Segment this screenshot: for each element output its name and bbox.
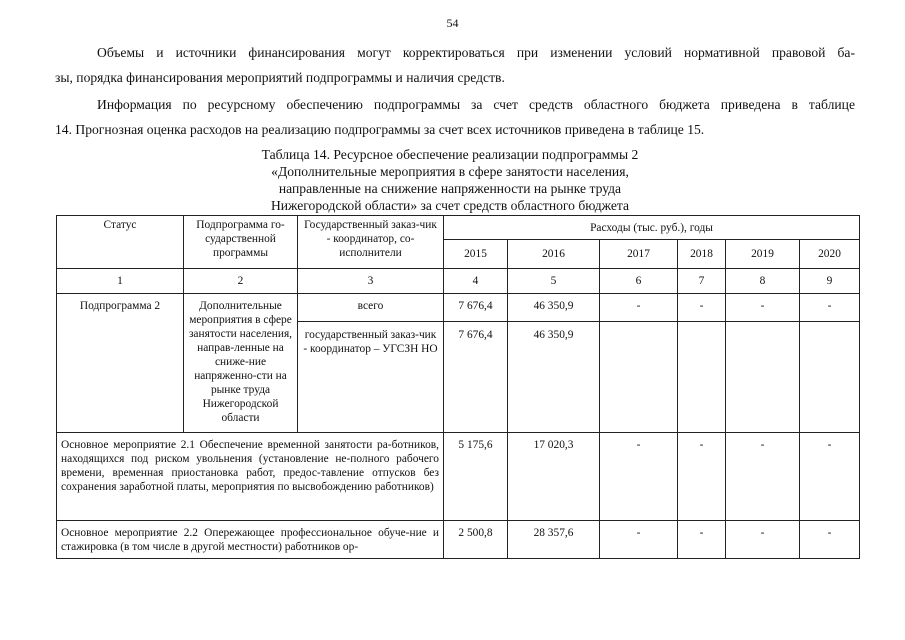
- header-year: 2020: [800, 240, 860, 269]
- header-status: Статус: [57, 216, 184, 269]
- paragraph-line: Информация по ресурсному обеспечению подпрограммы за счет средств областного бюджета приведена в таблице: [97, 97, 855, 112]
- column-number: 7: [678, 269, 726, 294]
- value-cell: -: [726, 433, 800, 521]
- table-caption: [150, 146, 750, 214]
- caption-line: Таблица 14. Ресурсное обеспечение реализации подпрограммы 2: [261, 147, 639, 162]
- value-cell: -: [678, 521, 726, 559]
- header-year: 2017: [600, 240, 678, 269]
- table-row: [57, 433, 860, 521]
- paragraph-line: зы, порядка финансирования мероприятий подпрограммы и наличия средств.: [55, 70, 505, 85]
- value-cell: 17 020,3: [508, 433, 600, 521]
- value-cell: -: [726, 521, 800, 559]
- empty-cell: [678, 322, 726, 433]
- value-cell: -: [800, 294, 860, 322]
- resource-table: [56, 215, 860, 559]
- value-cell: -: [600, 521, 678, 559]
- empty-cell: [726, 322, 800, 433]
- paragraph-line: 14. Прогнозная оценка расходов на реализацию подпрограммы за счет всех источников приведена в таблице 15.: [55, 122, 705, 137]
- empty-cell: [800, 322, 860, 433]
- caption-line: «Дополнительные мероприятия в сфере занятости населения,: [271, 164, 629, 179]
- header-year: 2019: [726, 240, 800, 269]
- header-row: [57, 216, 860, 240]
- value-cell: -: [800, 433, 860, 521]
- header-program: Подпрограмма го-сударственной программы: [184, 216, 298, 269]
- value-cell: 28 357,6: [508, 521, 600, 559]
- column-number-row: [57, 269, 860, 294]
- row-executor: всего: [298, 294, 444, 322]
- value-cell: -: [678, 294, 726, 322]
- value-cell: 7 676,4: [444, 294, 508, 322]
- value-cell: 46 350,9: [508, 322, 600, 433]
- row-status: Подпрограмма 2: [57, 294, 184, 433]
- column-number: 8: [726, 269, 800, 294]
- table-row: [57, 294, 860, 322]
- header-expenses: Расходы (тыс. руб.), годы: [444, 216, 860, 240]
- value-cell: 5 175,6: [444, 433, 508, 521]
- value-cell: 46 350,9: [508, 294, 600, 322]
- value-cell: -: [800, 521, 860, 559]
- value-cell: 7 676,4: [444, 322, 508, 433]
- paragraph-line: Объемы и источники финансирования могут корректироваться при изменении условий нормативной правовой ба-: [97, 45, 855, 60]
- paragraph-financing: [55, 40, 855, 90]
- header-year: 2016: [508, 240, 600, 269]
- empty-cell: [600, 322, 678, 433]
- paragraph-resources: [55, 92, 855, 142]
- table-row: [57, 521, 860, 559]
- caption-line: направленные на снижение напряженности на рынке труда: [278, 181, 622, 196]
- header-executor: Государственный заказ-чик - координатор, со-исполнители: [298, 216, 444, 269]
- header-year: 2015: [444, 240, 508, 269]
- page-number: 54: [446, 16, 459, 30]
- header-year: 2018: [678, 240, 726, 269]
- row-program: Дополнительные мероприятия в сфере занятости населения, направ-ленные на сниже-ние напряженно-сти на рынке труда Нижегородской области: [184, 294, 298, 433]
- column-number: 2: [184, 269, 298, 294]
- value-cell: -: [726, 294, 800, 322]
- row-activity: Основное мероприятие 2.1 Обеспечение временной занятости ра-ботников, находящихся под риском увольнения (установление не-полного рабочего времени, временная приостановка работ, предос-тавление отпусков без сохранения заработной платы, мероприятия по высвобождению работников): [57, 433, 444, 521]
- column-number: 3: [298, 269, 444, 294]
- value-cell: -: [600, 294, 678, 322]
- value-cell: -: [600, 433, 678, 521]
- column-number: 6: [600, 269, 678, 294]
- row-executor: государственный заказ-чик - координатор – УГСЗН НО: [298, 322, 444, 433]
- column-number: 4: [444, 269, 508, 294]
- caption-line: Нижегородской области» за счет средств областного бюджета: [270, 198, 630, 213]
- column-number: 5: [508, 269, 600, 294]
- value-cell: -: [678, 433, 726, 521]
- column-number: 1: [57, 269, 184, 294]
- row-activity: Основное мероприятие 2.2 Опережающее профессиональное обуче-ние и стажировка (в том числе в другой местности) работников ор-: [57, 521, 444, 559]
- column-number: 9: [800, 269, 860, 294]
- value-cell: 2 500,8: [444, 521, 508, 559]
